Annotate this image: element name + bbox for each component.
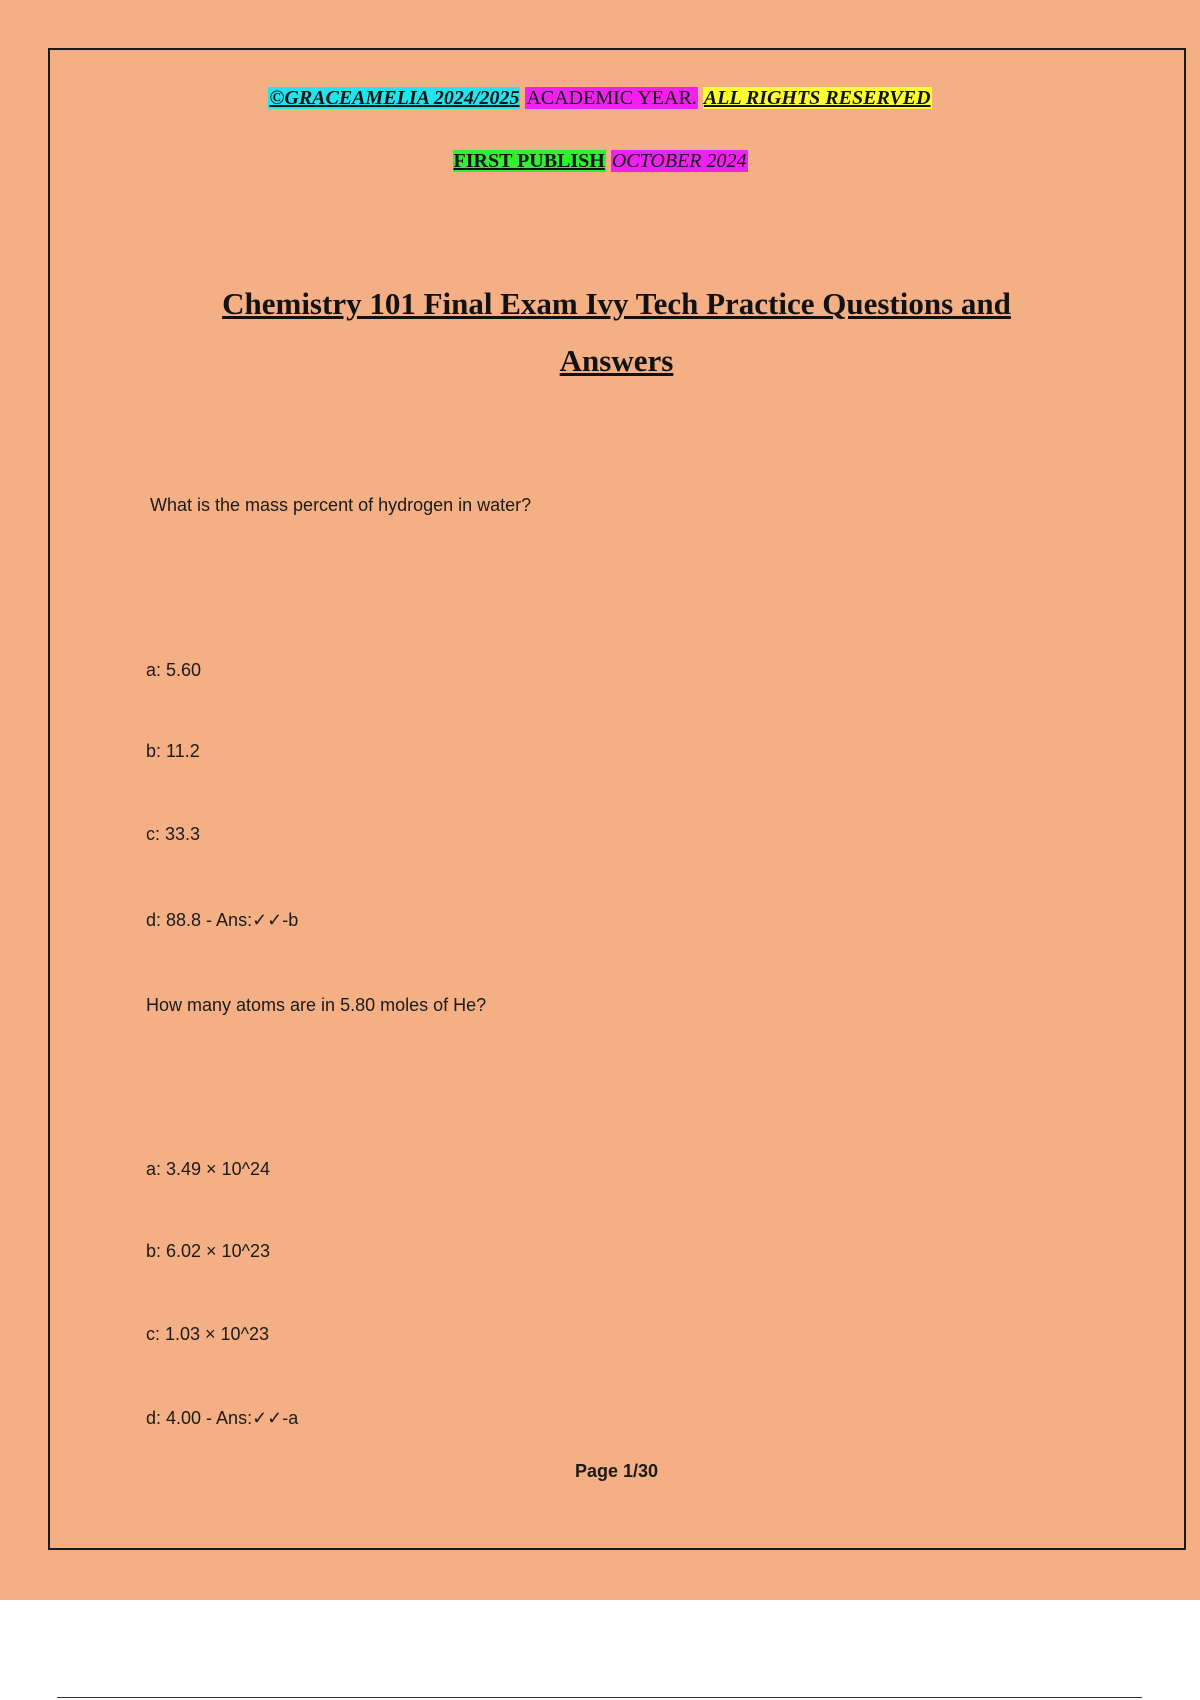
question-text: How many atoms are in 5.80 moles of He?: [146, 995, 487, 1015]
publish-date-text: OCTOBER 2024: [611, 150, 747, 172]
copyright-text: ©GRACEAMELIA 2024/2025: [269, 87, 520, 109]
document-title-continued: Answers: [559, 343, 674, 378]
answer-option: b: 11.2: [146, 741, 200, 761]
header-line-2: [0, 148, 1200, 174]
academic-year-text: ACADEMIC YEAR.: [526, 87, 697, 109]
answer-option: c: 33.3: [146, 824, 201, 844]
answer-option: d: 88.8 - Ans:✓✓-b: [146, 910, 299, 930]
document-title: Chemistry 101 Final Exam Ivy Tech Practice Questions and: [222, 286, 1011, 321]
answer-option: a: 3.49 × 10^24: [146, 1159, 271, 1179]
first-publish-text: FIRST PUBLISH: [453, 150, 605, 172]
answer-option: d: 4.00 - Ans:✓✓-a: [146, 1408, 299, 1428]
answer-option: b: 6.02 × 10^23: [146, 1241, 271, 1261]
page-number: Page 1/30: [574, 1461, 659, 1481]
header-line-1: [0, 85, 1200, 111]
question-text: What is the mass percent of hydrogen in water?: [150, 495, 532, 515]
divider: [57, 1697, 1142, 1698]
answer-option: a: 5.60: [146, 660, 202, 680]
rights-reserved-text: ALL RIGHTS RESERVED: [703, 87, 931, 109]
answer-option: c: 1.03 × 10^23: [146, 1324, 270, 1344]
